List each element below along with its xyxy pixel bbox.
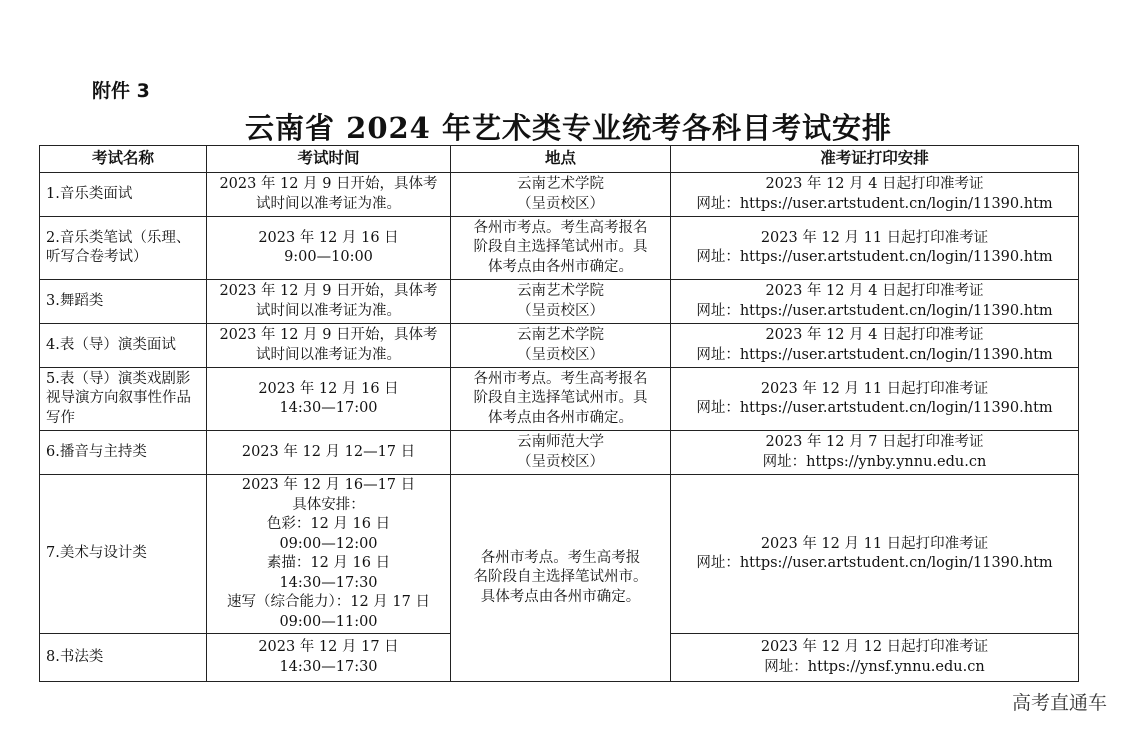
time-line: 素描：12 月 16 日	[266, 555, 391, 571]
exam-name-cell: 7.美术与设计类	[40, 475, 207, 634]
location-line: 阶段自主选择笔试州市。具	[473, 239, 648, 256]
print-cell	[671, 324, 1079, 368]
exam-name-cell: 5.表（导）演类戏剧影视导演方向叙事性作品写作	[40, 368, 207, 431]
exam-time-cell	[207, 368, 451, 431]
exam-time-cell	[207, 280, 451, 324]
location-line: （呈贡校区）	[517, 346, 604, 363]
print-line: 2023 年 12 月 7 日起打印准考证	[765, 434, 984, 450]
time-line: 09:00—11:00	[279, 613, 378, 630]
location-line: 云南师范大学	[517, 434, 604, 450]
exam-time-cell	[207, 431, 451, 475]
time-line: 色彩：12 月 16 日	[266, 516, 391, 532]
print-line: 2023 年 12 月 4 日起打印准考证	[765, 283, 984, 299]
header-location: 地点	[451, 146, 671, 173]
time-line: 试时间以准考证为准。	[256, 346, 401, 363]
location-cell	[451, 431, 671, 475]
print-url-link[interactable]: 网址：https://user.artstudent.cn/login/11390.htm	[696, 302, 1053, 319]
location-line: （呈贡校区）	[517, 302, 604, 319]
print-cell	[671, 634, 1079, 682]
location-cell	[451, 324, 671, 368]
attachment-label: 附件 3	[92, 80, 150, 102]
time-line: 具体安排：	[292, 496, 365, 513]
exam-time-cell	[207, 324, 451, 368]
time-line: 2023 年 12 月 9 日开始，具体考	[219, 327, 438, 343]
time-line: 试时间以准考证为准。	[256, 195, 401, 212]
exam-name-cell: 1.音乐类面试	[40, 173, 207, 217]
table-row	[40, 173, 1079, 217]
location-cell	[451, 368, 671, 431]
location-line: 云南艺术学院	[517, 327, 604, 343]
time-line: 2023 年 12 月 12—17 日	[241, 443, 416, 460]
exam-time-cell	[207, 634, 451, 682]
time-line: 试时间以准考证为准。	[256, 302, 401, 319]
table-header-row	[40, 146, 1079, 173]
watermark-text: 高考直通车	[1011, 692, 1107, 714]
location-line: 体考点由各州市确定。	[488, 409, 633, 426]
print-cell	[671, 368, 1079, 431]
print-url-link[interactable]: 网址：https://ynsf.ynnu.edu.cn	[764, 658, 985, 675]
print-url-link[interactable]: 网址：https://user.artstudent.cn/login/11390.htm	[696, 555, 1053, 571]
location-cell	[451, 217, 671, 280]
exam-time-cell	[207, 173, 451, 217]
print-url-link[interactable]: 网址：https://user.artstudent.cn/login/11390.htm	[696, 195, 1053, 212]
print-line: 2023 年 12 月 12 日起打印准考证	[760, 639, 989, 655]
exam-name-cell: 2.音乐类笔试（乐理、听写合卷考试）	[40, 217, 207, 280]
table-row	[40, 217, 1079, 280]
print-line: 2023 年 12 月 11 日起打印准考证	[760, 229, 989, 246]
table-row	[40, 475, 1079, 634]
time-line: 2023 年 12 月 16 日	[258, 229, 399, 246]
exam-time-cell	[207, 217, 451, 280]
time-line: 2023 年 12 月 17 日	[258, 639, 399, 655]
time-line: 2023 年 12 月 16 日	[258, 380, 399, 397]
location-cell	[451, 280, 671, 324]
print-cell	[671, 173, 1079, 217]
print-url-link[interactable]: 网址：https://ynby.ynnu.edu.cn	[762, 453, 987, 470]
time-line: 9:00—10:00	[284, 249, 373, 265]
header-admission-ticket: 准考证打印安排	[671, 146, 1079, 173]
print-line: 2023 年 12 月 11 日起打印准考证	[760, 380, 989, 397]
table-row	[40, 368, 1079, 431]
location-line: （呈贡校区）	[517, 453, 604, 470]
time-line: 09:00—12:00	[279, 535, 378, 552]
print-url-link[interactable]: 网址：https://user.artstudent.cn/login/11390.htm	[696, 346, 1053, 363]
location-line: （呈贡校区）	[517, 195, 604, 212]
print-cell	[671, 280, 1079, 324]
exam-name-cell: 6.播音与主持类	[40, 431, 207, 475]
print-line: 2023 年 12 月 4 日起打印准考证	[765, 176, 984, 192]
time-line: 速写（综合能力）：12 月 17 日	[227, 594, 430, 610]
print-line: 2023 年 12 月 11 日起打印准考证	[760, 535, 989, 552]
print-cell	[671, 475, 1079, 634]
time-line: 2023 年 12 月 16—17 日	[241, 477, 416, 493]
print-line: 2023 年 12 月 4 日起打印准考证	[765, 327, 984, 343]
time-line: 2023 年 12 月 9 日开始，具体考	[219, 283, 438, 299]
location-line: 名阶段自主选择笔试州市。	[473, 569, 648, 586]
print-cell	[671, 217, 1079, 280]
time-line: 14:30—17:30	[279, 658, 378, 675]
exam-name-cell: 8.书法类	[40, 634, 207, 682]
print-cell	[671, 431, 1079, 475]
table-row	[40, 280, 1079, 324]
header-exam-time: 考试时间	[207, 146, 451, 173]
location-line: 体考点由各州市确定。	[488, 258, 633, 275]
time-line: 14:30—17:30	[279, 574, 378, 591]
print-url-link[interactable]: 网址：https://user.artstudent.cn/login/11390.htm	[696, 400, 1053, 416]
table-row	[40, 431, 1079, 475]
location-line: 云南艺术学院	[517, 283, 604, 299]
document-title: 云南省 2024 年艺术类专业统考各科目考试安排	[245, 111, 892, 145]
location-line: 各州市考点。考生高考报名	[473, 370, 648, 387]
location-line: 具体考点由各州市确定。	[480, 588, 641, 605]
location-cell	[451, 173, 671, 217]
time-line: 2023 年 12 月 9 日开始，具体考	[219, 176, 438, 192]
table-row	[40, 324, 1079, 368]
exam-time-cell	[207, 475, 451, 634]
exam-name-cell: 4.表（导）演类面试	[40, 324, 207, 368]
exam-schedule-table	[39, 145, 1079, 682]
location-line: 阶段自主选择笔试州市。具	[473, 390, 648, 407]
location-line: 各州市考点。考生高考报名	[473, 219, 648, 236]
exam-name-cell: 3.舞蹈类	[40, 280, 207, 324]
header-exam-name: 考试名称	[40, 146, 207, 173]
print-url-link[interactable]: 网址：https://user.artstudent.cn/login/11390.htm	[696, 249, 1053, 265]
location-cell-merged	[451, 475, 671, 682]
location-line: 云南艺术学院	[517, 176, 604, 192]
time-line: 14:30—17:00	[279, 400, 378, 416]
location-line: 各州市考点。考生高考报	[480, 549, 641, 566]
